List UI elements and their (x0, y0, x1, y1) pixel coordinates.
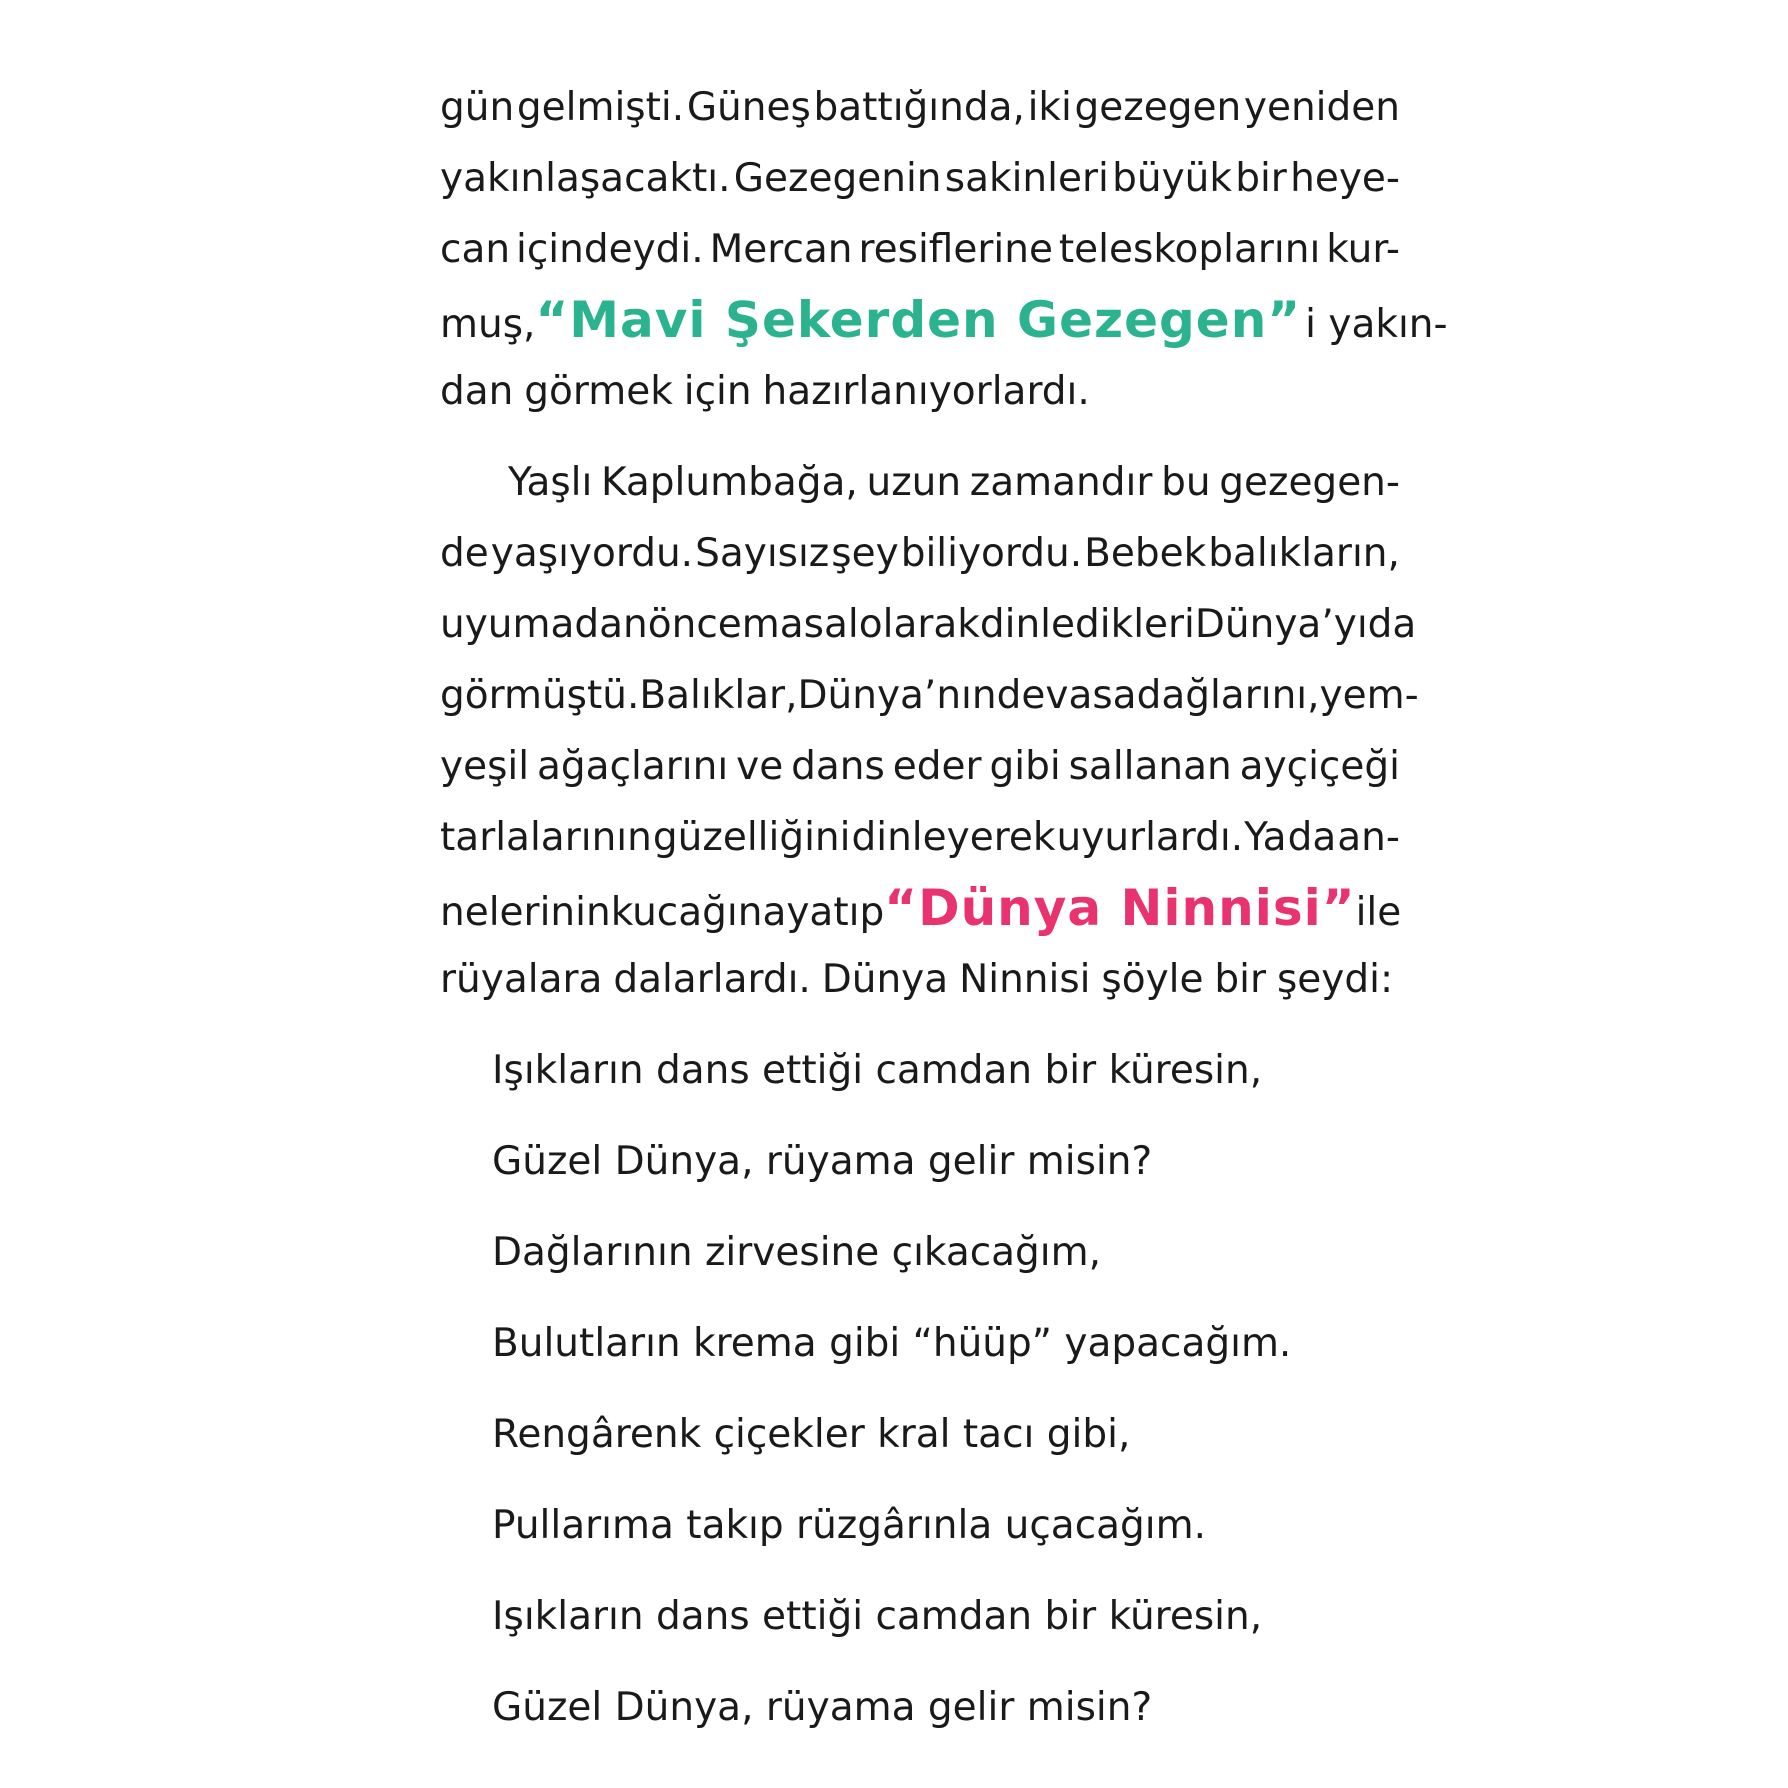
text-line (440, 589, 1417, 660)
line-word: uyurlardı. (1056, 815, 1244, 860)
line-word: dinledikleri (979, 602, 1195, 647)
text-line (440, 356, 1400, 427)
text-line (440, 731, 1400, 802)
line-word: Yaşlı (508, 460, 593, 505)
line-word: için (683, 369, 752, 414)
line-word: de (440, 531, 489, 576)
line-word: heye- (1290, 156, 1400, 201)
story-text (440, 72, 1448, 1015)
line-word: büyük (1112, 156, 1232, 201)
line-word: gezegen (1074, 85, 1242, 130)
line-word: dağlarını, (1136, 673, 1320, 718)
line-word: dinleyerek (851, 815, 1056, 860)
line-word: tarlalarının (440, 815, 652, 860)
line-word: Balıklar, (639, 673, 798, 718)
line-word: Kaplumbağa, (601, 460, 858, 505)
line-word: dan (440, 369, 514, 414)
line-word: sallanan (1068, 744, 1232, 789)
line-word: hazırlanıyorlardı. (762, 369, 1090, 414)
highlighted-title-mavi-sekerden-gezegen: “Mavi Şekerden Gezegen” (535, 291, 1302, 349)
poem-line: Pullarıma takıp rüzgârınla uçacağım. (492, 1503, 1207, 1548)
line-word: da (1367, 602, 1417, 647)
poem-line: Güzel Dünya, rüyama gelir misin? (492, 1139, 1153, 1184)
line-word: i yakın- (1305, 302, 1448, 347)
line-word: teleskoplarını (1058, 227, 1321, 272)
line-word: ve (736, 744, 784, 789)
line-word: şey (831, 531, 899, 576)
paragraph-gap (440, 427, 1400, 447)
line-word: biliyordu. (900, 531, 1083, 576)
line-word: yaşıyordu. (490, 531, 694, 576)
line-word: gibi (989, 744, 1061, 789)
line-word: içindeydi. (516, 227, 704, 272)
line-word: gezegen- (1219, 460, 1400, 505)
line-word: iki (1027, 85, 1072, 130)
line-word: eder (892, 744, 982, 789)
line-word: şöyle (1101, 957, 1204, 1002)
text-line (440, 660, 1419, 731)
line-word: muş, (440, 302, 536, 347)
line-word: yakınlaşacaktı. (440, 156, 731, 201)
line-word: Gezegenin (733, 156, 942, 201)
line-word: zamandır (969, 460, 1153, 505)
line-word: an- (1337, 815, 1400, 860)
line-word: battığında, (813, 85, 1025, 130)
line-word: gelmişti. (516, 85, 685, 130)
text-line (440, 72, 1400, 143)
line-word: olarak (858, 602, 980, 647)
text-line-with-highlight (440, 873, 1400, 944)
line-word: görmüştü. (440, 673, 640, 718)
line-word: Mercan (709, 227, 853, 272)
line-word: kucağına (610, 890, 787, 935)
line-word: Sayısız (695, 531, 830, 576)
text-line (440, 214, 1400, 285)
line-word: can (440, 227, 511, 272)
highlight-group (535, 285, 1447, 360)
poem-line: Güzel Dünya, rüyama gelir misin? (492, 1685, 1153, 1730)
line-word: balıkların, (1208, 531, 1400, 576)
line-word: ağaçlarını (537, 744, 729, 789)
line-word: şeydi: (1276, 957, 1394, 1002)
text-line (440, 518, 1400, 589)
line-word: uyumadan (440, 602, 648, 647)
line-word: yem- (1319, 673, 1419, 718)
line-word: Bebek (1084, 531, 1207, 576)
line-word: görmek (524, 369, 673, 414)
line-word: bir (1235, 156, 1287, 201)
line-word: kur- (1326, 227, 1400, 272)
text-line (440, 802, 1400, 873)
line-word: yatıp (786, 890, 885, 935)
line-word: da (1287, 815, 1337, 860)
poem-line: Rengârenk çiçekler kral tacı gibi, (492, 1412, 1131, 1457)
line-word: yeniden (1243, 85, 1400, 130)
line-word: Dünya (821, 957, 949, 1002)
line-word: devasa (996, 673, 1137, 718)
line-word: dalarlardı. (613, 957, 811, 1002)
line-word: resiflerine (858, 227, 1053, 272)
line-word: yeşil (440, 744, 530, 789)
poem-line: Bulutların krema gibi “hüüp” yapacağım. (492, 1321, 1292, 1366)
poem-line: Dağlarının zirvesine çıkacağım, (492, 1230, 1102, 1275)
line-word: önce (647, 602, 742, 647)
line-word: nelerinin (440, 890, 611, 935)
lullaby-poem (492, 1025, 1392, 1753)
line-word: bu (1161, 460, 1211, 505)
line-word: Güneş (686, 85, 811, 130)
line-word: masal (741, 602, 859, 647)
line-word: uzun (866, 460, 962, 505)
line-word: ayçiçeği (1239, 744, 1400, 789)
line-word: sakinleri (944, 156, 1109, 201)
text-line-with-highlight (440, 285, 1448, 356)
line-word: rüyalara (440, 957, 603, 1002)
text-line (440, 447, 1400, 518)
line-word: dans (791, 744, 885, 789)
text-line (440, 143, 1400, 214)
line-word: bir (1214, 957, 1267, 1002)
text-line (440, 944, 1400, 1015)
line-word: Ninnisi (959, 957, 1091, 1002)
highlighted-title-dunya-ninnisi: “Dünya Ninnisi” (884, 879, 1356, 937)
line-word: Dünya’nın (797, 673, 997, 718)
line-word: gün (440, 85, 515, 130)
line-word: Dünya’yı (1194, 602, 1368, 647)
line-word: Ya (1244, 815, 1287, 860)
poem-line: Işıkların dans ettiği camdan bir küresin, (492, 1048, 1263, 1093)
line-word: ile (1355, 890, 1402, 935)
line-word: güzelliğini (652, 815, 851, 860)
poem-line: Işıkların dans ettiği camdan bir küresin, (492, 1594, 1263, 1639)
